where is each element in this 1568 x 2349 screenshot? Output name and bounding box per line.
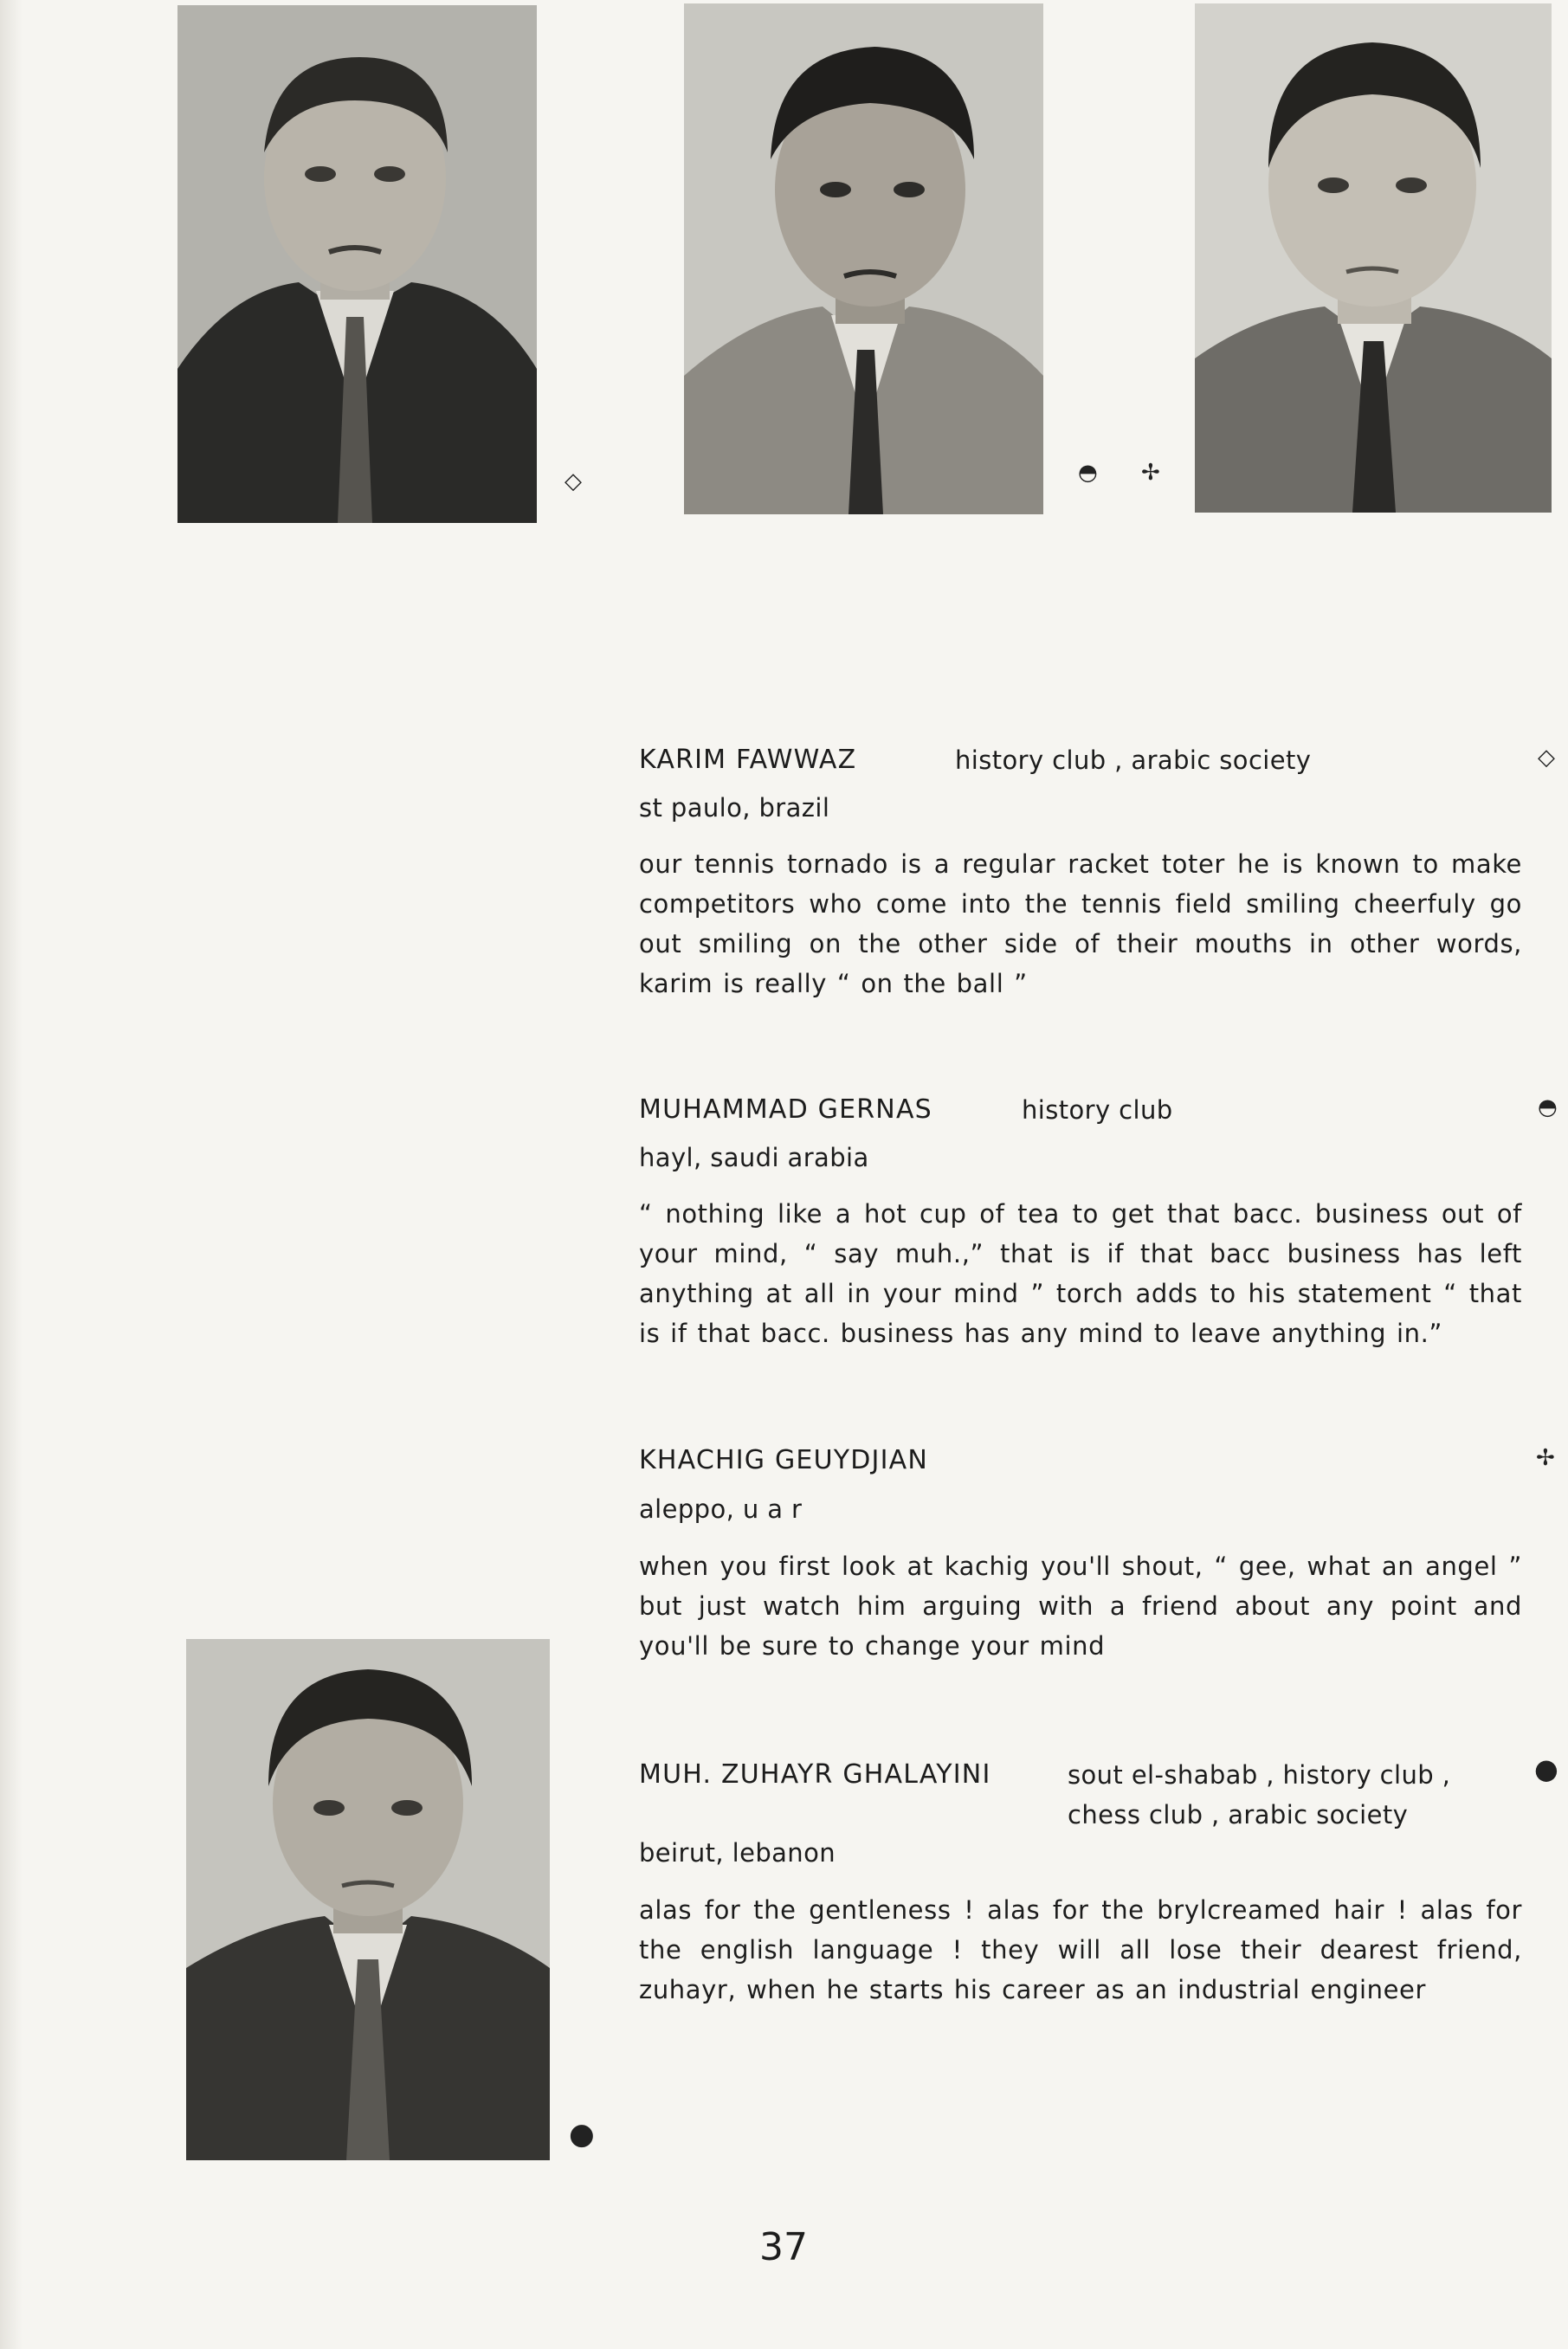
entry-hometown: st paulo, brazil bbox=[639, 793, 830, 823]
entry-symbol-icon: ◇ bbox=[1538, 745, 1555, 771]
portrait-image bbox=[186, 1639, 550, 2160]
entry-bio: our tennis tornado is a regular racket toter he is known to make competitors who come into the tennis field smiling cheerfuly go out smiling on the other side of their mouths in other words, karim is really “ on the ball ” bbox=[639, 849, 1522, 998]
entry-bio: “ nothing like a hot cup of tea to get that bacc. business out of your mind, “ say muh.,” that is if that bacc business has left anything at all in your mind ” torch adds to his statement “ that is if that bacc. business has any mind to leave anything in.” bbox=[639, 1199, 1522, 1348]
entry-activities: sout el-shabab , history club , bbox=[1068, 1760, 1451, 1790]
page-spine-shadow bbox=[0, 0, 23, 2349]
entry-activities: history club , arabic society bbox=[955, 745, 1312, 775]
entry-symbol-icon: ✢ bbox=[1536, 1445, 1555, 1471]
entry-name: MUH. ZUHAYR GHALAYINI bbox=[639, 1759, 991, 1790]
entry-symbol-icon: ◓ bbox=[1538, 1094, 1558, 1120]
portrait-photo-khachig bbox=[1195, 3, 1552, 513]
entry-hometown: aleppo, u a r bbox=[639, 1494, 803, 1524]
page-number: 37 bbox=[759, 2225, 808, 2269]
entry-activities: history club bbox=[1022, 1095, 1173, 1125]
portrait-image bbox=[1195, 3, 1552, 513]
portrait-photo-karim bbox=[177, 5, 537, 523]
entry-symbol-icon: ● bbox=[1534, 1752, 1558, 1785]
entry-activities-line2: chess club , arabic society bbox=[1068, 1800, 1409, 1830]
symbol-star-icon: ✢ bbox=[1141, 460, 1160, 486]
entry-name: KARIM FAWWAZ bbox=[639, 745, 857, 775]
entry-bio: alas for the gentleness ! alas for the brylcreamed hair ! alas for the english language ! they will all lose their dearest friend, zuhayr, when he starts his career as an industrial engineer bbox=[639, 1895, 1522, 2004]
portrait-image bbox=[177, 5, 537, 523]
entry-hometown: beirut, lebanon bbox=[639, 1838, 836, 1868]
entry-hometown: hayl, saudi arabia bbox=[639, 1143, 869, 1172]
symbol-half-circle-icon: ◓ bbox=[1078, 460, 1098, 486]
symbol-diamond-icon: ◇ bbox=[565, 468, 582, 494]
portrait-photo-muhammad bbox=[684, 3, 1043, 514]
entry-name: MUHAMMAD GERNAS bbox=[639, 1094, 932, 1125]
entry-bio: when you first look at kachig you'll shout, “ gee, what an angel ” but just watch him arguing with a friend about any point and you'll be sure to change your mind bbox=[639, 1552, 1522, 1661]
portrait-photo-zuhayr bbox=[186, 1639, 550, 2160]
symbol-filled-circle-icon: ● bbox=[569, 2117, 595, 2152]
entry-name: KHACHIG GEUYDJIAN bbox=[639, 1445, 929, 1475]
portrait-image bbox=[684, 3, 1043, 514]
